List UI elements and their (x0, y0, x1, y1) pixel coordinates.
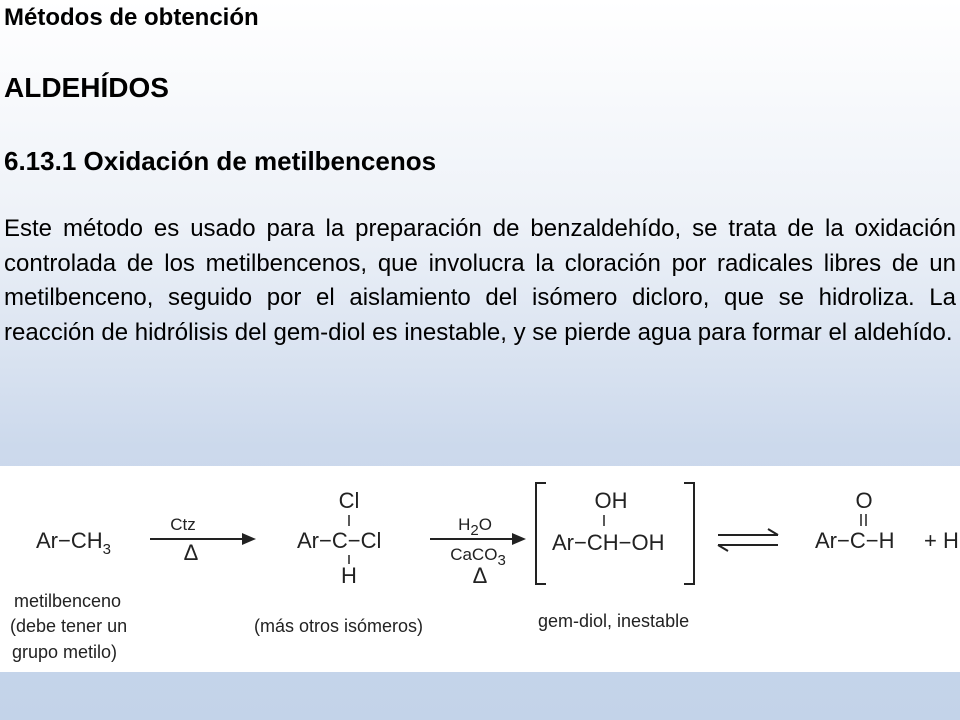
dichloro-main: Ar−C−Cl (297, 528, 382, 553)
bracket-left (536, 483, 546, 584)
caption-reactant-line3: grupo metilo) (12, 642, 118, 662)
arrow1-heat: Δ (183, 540, 199, 565)
arrow2-reagent-caco3: CaCO3 (450, 545, 506, 569)
reaction-arrow-2-head (512, 533, 526, 545)
arrow2-reagent-water: H2O (458, 515, 492, 539)
caption-diol: gem-diol, inestable (538, 611, 690, 631)
reaction-scheme-svg (0, 466, 960, 672)
product-o-top: O (855, 488, 873, 513)
arrow1-reagent: Ctz (170, 515, 196, 534)
body-paragraph: Este método es usado para la preparación de benzaldehído, se trata de la oxidación controlada de los metilbencenos, que involucra la cloración por radicales libres de un metilbenceno, seguido por el aislamiento del isómero dicloro, que se hidroliza. La reacción de hidrólisis del gem-diol es inestable, y se pierde agua para formar el aldehído. (4, 215, 956, 346)
diol-main: Ar−CH−OH (552, 530, 665, 555)
caption-dichloro: (más otros isómeros) (254, 616, 424, 636)
diol-oh-top: OH (594, 488, 628, 513)
reactant-formula: $Ar-CH_3$ (36, 528, 111, 558)
reaction-arrow-1-head (242, 533, 256, 545)
product-plus-water: + H (924, 528, 959, 553)
caption-reactant-line1: metilbenceno (14, 591, 122, 611)
dichloro-cl-top: Cl (338, 488, 360, 513)
section-title: ALDEHÍDOS (4, 72, 169, 103)
caption-reactant-line2: (debe tener un (10, 616, 128, 636)
product-main: Ar−C−H (815, 528, 895, 553)
bracket-right (684, 483, 694, 584)
arrow2-heat: Δ (472, 563, 488, 588)
dichloro-h-bottom: H (341, 563, 357, 588)
reaction-scheme (0, 466, 960, 672)
subsection-title: 6.13.1 Oxidación de metilbencenos (4, 146, 437, 176)
page-title: Métodos de obtención (4, 4, 259, 31)
